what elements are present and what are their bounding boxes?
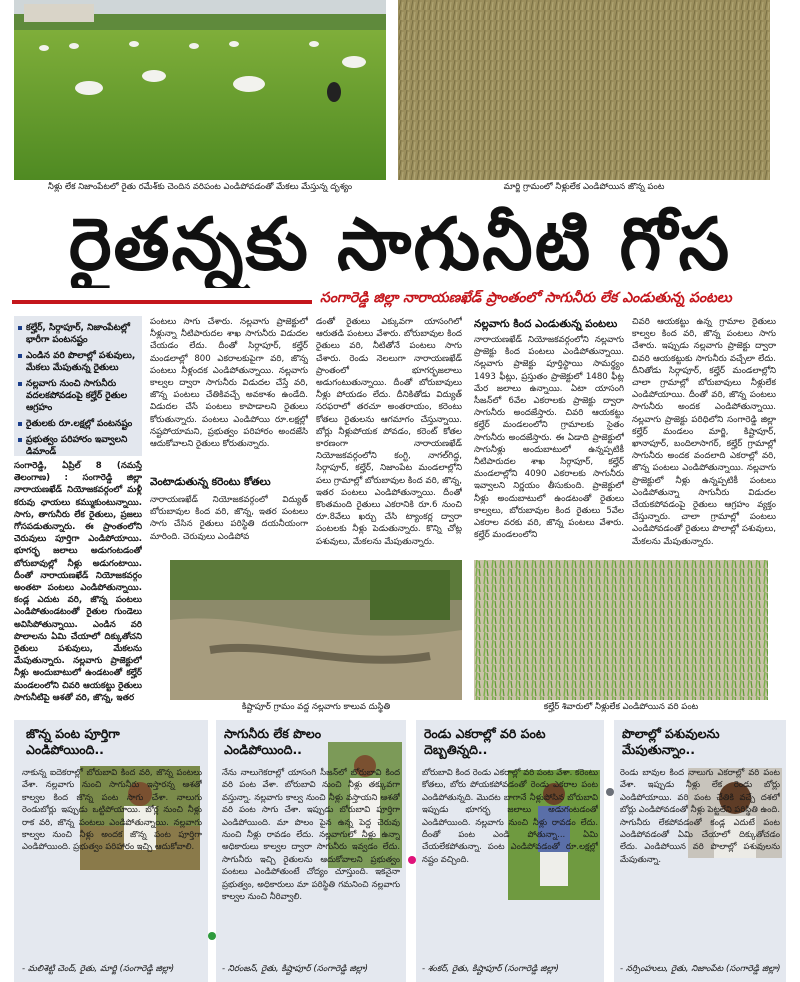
highlight-item: రైతులకు రూ.లక్షల్లో పంటనష్టం: [18, 418, 138, 430]
panel-title: సాగునీరు లేక పొలం ఎండిపోయింది..: [224, 726, 322, 757]
panel-sign: - మలిశెట్టి చెంద్, రైతు, మార్జి (సంగారెడ్డి జిల్లా): [22, 964, 175, 974]
panel-title: పొలాల్లో పశువులను మేపుతున్నాం..: [622, 726, 720, 757]
photo-dry-paddy: [474, 560, 768, 700]
section-heading-power-cuts: వెంటాడుతున్న కరెంటు కోతలు: [150, 476, 271, 488]
photo-canal: [170, 560, 462, 700]
photo-goats-in-paddy: [14, 0, 386, 180]
highlight-item: కల్హేర్, సిర్గాపూర్, నిజాంపేటల్లో భారీగా పంటనష్టం: [18, 322, 138, 346]
panel-sign: - శంకర్, రైతు, కిష్టాపూర్ (సంగారెడ్డి జిల్లా): [422, 964, 559, 974]
goats-field-image: [14, 0, 386, 180]
panel-sign: - నర్సింహులు, రైతు, నిజాంపేట (సంగారెడ్డి జిల్లా): [620, 964, 781, 974]
panel-title: జొన్న పంట పూర్తిగా ఎండిపోయింది..: [26, 726, 120, 757]
dry-paddy-image: [474, 560, 768, 700]
highlights-box: [14, 316, 142, 456]
farmer-quote-panel-4: [614, 720, 786, 982]
subheadline: సంగారెడ్డి జిల్లా నారాయణఖేడ్ ప్రాంతంలో సాగునీరు లేక ఎండుతున్న పంటలు: [320, 290, 732, 306]
panel-text: నేను నాలుగెకరాల్లో యాసంగి సీజన్‌లో బోరుబావి కింద వరి పంట వేశా. బోరుబావి నుంచి నీళ్లు తక్కువగా వస్తున్నా. నల్లవాగు కాల్వ నుంచి నీళ్లు వస్తాయని ఆశతో వరి పంట సాగు చేశా. ఇప్పుడు బోరుబావి పూర్తిగా ఎండిపోయింది. మా పొలం పైన ఉన్న పెద్ద చెరువు నుంచి నీళ్లు రావడం లేదు. నల్లవాగులో నీళ్లు ఉన్నా అధికారులు కాల్వల ద్వారా సాగునీరు ఇవ్వడం లేదు. సాగునీరు ఇచ్చి రైతులను ఆదుకోవాలని ప్రభుత్వం పంటలు ఎండిపోతుంటే చోద్యం చూస్తుంది. ఇకనైనా ప్రభుత్వం, అధికారులు మా పరిస్థితి గమనించి నల్లవాగు కాల్వల నుంచి నీరివ్వాలి.: [222, 767, 400, 902]
photo-dried-jowar: [398, 0, 770, 180]
highlight-item: ఎండిన వరి పొలాల్లో పశువులు, మేకలు మేపుతున్న రైతులు: [18, 350, 138, 374]
panel-text: బోరుబావి కింద రెండు ఎకరాల్లో వరి పంట వేశా. కరెంటు కోతలు, బోరు పోయకపోవడంతో రెండు ఎకరాల పంట ఎండిపోతున్నది. మొదట బాగానే నీళ్లుపోసిన బోరుబావి ఇప్పుడు భూగర్భ జలాలు అడుగంటడంతో ఎండిపోయింది. నల్లవాగు నుంచి నీళ్లు రావడం లేదు. దీంతో పంట ఎండి పోతున్నా... ఏమి చేయలేకపోతున్నా. పంట ఎండిపోవడంతో రూ.లక్షల్లో నష్టం వచ్చింది.: [422, 767, 598, 864]
top-right-caption: మార్జి గ్రామంలో నీళ్లులేక ఎండిపోయిన జొన్న పంట: [503, 182, 665, 192]
farmer-quote-panel-1: [14, 720, 208, 982]
article-col-5: చివరి ఆయకట్టు ఉన్న గ్రామాల రైతులు కాల్వల కింద వరి, జొన్న పంటలు సాగు చేశారు. ఇప్పుడు నల్లవాగు ప్రాజెక్టు ద్వారా చివరి ఆయకట్టుకు సాగునీరు వచ్చేలా లేదు. దీనితోడు సిర్గాపూర్, కల్హేర్ మండలాల్లోని చాలా గ్రామాల్లో బోరుబావులు నీళ్లులేక ఎండిపోయాయి. దీంతో వరి, జొన్న పంటలు సాగునీరు అందక ఎండిపోతున్నాయి. నల్లవాగు ప్రాజెక్టు పరిధిలోని సంగారెడ్డి జిల్లా కల్హేర్ మండలం మార్జి, కిష్టాపూర్, ఖానాపూర్, బందిలాసాగర్, కల్హేర్ గ్రామాల్లో సాగునీరు అందక వందలాది ఎకరాల్లో వరి, జొన్న పంటలు ఎండిపోతున్నాయి. నల్లవాగు ప్రాజెక్టులో నీళ్లు ఉన్నప్పటికీ పంటలు ఎండిపోతున్నా సాగునీరు విడుదల చేయకపోవడంపై రైతులు ఆగ్రహం వ్యక్తం చేస్తున్నారు. చాలా గ్రామాల్లో పంటలు ఎండిపోవడంతో రైతులు పొలాల్లో పశువులు, మేకలను మేపుతున్నారు.: [632, 317, 776, 547]
headline: రైతన్నకు సాగునీటి గోస: [68, 202, 732, 286]
mid-left-caption: కిష్టాపూర్ గ్రామం వద్ద నల్లవాగు కాలువ దుస్థితి: [241, 702, 391, 712]
subhead-rule: [12, 300, 312, 304]
panel-text: రెండు బావుల కింద నాలుగు ఎకరాల్లో వరి పంట వేశా. ఇప్పుడు నీళ్లు లేక రెండు బోర్లు ఎండిపోయాయి. వరి పంట చేతికి వచ్చే దశలో బోర్లు ఎండిపోవడంతో నీళ్లు పెట్టలేని పరిస్థితి ఉంది. సాగునీరు లేకపోవడంతో కండ్ల ఎదుటే పంట ఎండిపోవడంతో ఏమి చేయాలో దిక్కుతోచడం లేదు. ఎండిపోయిన వరి పొలాల్లో పశువులను మేపుతున్నా.: [620, 767, 780, 864]
panel-text: నాకున్న ఐదెకరాల్లో బోరుబావి కింద వరి, జొన్న పంటలు వేశా. నల్లవాగు నుంచి సాగునీరు ఇస్తారన్న ఆశతో కాల్వల కింద జొన్న పంట సాగు చేశా. నాలుగు రెండుబోర్లు ఇప్పుడు ఒట్టిపోయాయి. బోర్ల నుంచి నీళ్లు రాక వరి, జొన్న పంటలు ఎండిపోతున్నాయి. నల్లవాగు కాల్వల నుంచి నీళ్లు అందక జొన్న పంట పూర్తిగా ఎండిపోయింది. ప్రభుత్వం పరిహారం ఇచ్చి ఆదుకోవాలి.: [22, 767, 202, 852]
bullet-dot-pink: [408, 856, 416, 864]
top-left-caption: నీళ్లు లేక నిజాంపేటలో రైతు రమేశ్‌కు చెందిన వరిపంట ఎండిపోవడంతో మేకలు మేస్తున్న దృశ్యం: [47, 182, 353, 192]
farmer-quote-panel-2: [216, 720, 406, 982]
panel-title: రెండు ఎకరాల్లో వరి పంట దెబ్బతిన్నది..: [424, 726, 546, 757]
highlight-item: ప్రభుత్వం పరిహారం ఇవ్వాలని డిమాండ్: [18, 434, 138, 458]
article-col-4: నారాయణఖేడ్ నియోజకవర్గంలోని నల్లవాగు ప్రాజెక్టు కింద పంటలు ఎండిపోతున్నాయి. నల్లవాగు ప్రాజెక్టు పూర్తిస్థాయి సామర్థ్యం 1493 ఫీట్లు, ప్రస్తుతం ప్రాజెక్టులో 1480 ఫీట్ల మేర జలాలు ఉన్నాయి. ఏటా యాసంగి సీజన్‌లో 6వేల ఎకరాలకు ప్రాజెక్టు ద్వారా సాగునీరు అందజేస్తారు. చివరి ఆయకట్టు కల్హేర్ మండలంలోని గ్రామాలకు సైతం సాగునీరు అందజేస్తారు. ఈ ఏడాది ప్రాజెక్టులో సాగునీళ్లు అందుబాటులో ఉన్నప్పటికీ నీటిపారుదల శాఖ సిర్గాపూర్, కల్హేర్ మండలాల్లోని 4090 ఎకరాలకు సాగునీరు ఇవ్వాలని నిర్ణయం తీసుకుంది. ప్రాజెక్టులో నీళ్లు అందుబాటులో ఉండటంతో రైతులు కాల్వలు, బోరుబావుల కింద రైతులు 5వేల ఎకరాల వరకు వరి, జొన్న పంటలు వేశారు. కల్హేర్ మండలంలోని: [474, 335, 624, 541]
farmer-quote-panel-3: [416, 720, 604, 982]
highlight-item: నల్లవాగు నుంచి సాగునీరు వదలకపోవడంపై కల్హేర్ రైతుల ఆగ్రహం: [18, 378, 138, 414]
mid-right-caption: కల్హేర్ శివారులో నీళ్లులేక ఎండిపోయిన వరి పంట: [543, 702, 699, 712]
bullet-dot-green: [208, 932, 216, 940]
article-col-2-bottom: నారాయణఖేడ్ నియోజకవర్గంలో విద్యుత్ బోరుబావుల కింద వరి, జొన్న, ఇతర పంటలు సాగు చేసిన రైతులు పరిస్థితి దయనీయంగా మారింది. చెరువులు ఎండిపోవ: [150, 495, 308, 542]
panel-sign: - నిరంజన్, రైతు, కిష్టాపూర్ (సంగారెడ్డి జిల్లా): [222, 964, 368, 974]
bullet-dot-gray: [606, 788, 614, 796]
article-col-1: సంగారెడ్డి, ఏప్రిల్ 8 (నమస్తే తెలంగాణ) : సంగారెడ్డి జిల్లా నారాయణఖేడ్ నియోజకవర్గంలో మళ్లీ కరువు ఛాయలు కమ్ముకుంటున్నాయి. సాగు, తాగునీరు లేక రైతులు, ప్రజలు గోసపడుతున్నారు. ఈ ప్రాంతంలోని చెరువులు పూర్తిగా ఎండిపోయాయి. భూగర్భ జలాలు అడుగంటడంతో బోరుబావుల్లో నీళ్లు అడుగంటాయి. దీంతో నారాయణఖేడ్ నియోజకవర్గం అంతటా పంటలు ఎండిపోతున్నాయి. కండ్ల ఎదుట వరి, జొన్న పంటలు ఎండిపోతుండటంతో రైతుల గుండెలు అవిసిపోతున్నాయి. ఎండిన వరి పొలాలను ఏమి చేయాలో దిక్కుతోచని రైతులు పశువులు, మేకలను మేపుతున్నారు. నల్లవాగు ప్రాజెక్టులో నీళ్లు అందుబాటులో ఉండటంతో కల్హేర్ మండలంలోని చివరి ఆయకట్టు రైతులు సాగునీటిపై ఆశతో వరి, జొన్న, ఇతర: [14, 461, 142, 703]
section-heading-nallavagu: నల్లవాగు కింద ఎండుతున్న పంటలు: [474, 318, 618, 330]
article-col-2-top: పంటలు సాగు చేశారు. నల్లవాగు ప్రాజెక్టులో నీళ్లున్నా నీటిపారుదల శాఖ సాగునీరు విడుదల చేయడం లేదు. దీంతో సిర్గాపూర్, కల్హేర్ మండలాల్లో 800 ఎకరాలకుపైగా వరి, జొన్న పంటలు నీళ్లందక ఎండిపోతున్నాయి. నల్లవాగు కాల్వల ద్వారా సాగునీరు విడుదల చేస్తే వరి, జొన్న పంటలు చేతికివచ్చే అవకాశం ఉండేది. విడుదల చేసే పంటలు కాపాడాలని రైతులు కోరుతున్నారు. పంటలు ఎండిపోయి రూ.లక్షల్లో నష్టపోయామని, ప్రభుత్వం పరిహారం అందజేసి ఆదుకోవాలని రైతులు కోరుతున్నారు.: [150, 317, 308, 450]
article-col-3: డంతో రైతులు ఎక్కువగా యాసంగిలో ఆరుతడి పంటలు వేశారు. బోరుబావుల కింద రైతులు వరి, నీటితోనే పంటలు సాగు చేశారు. రెండు నెలలుగా నారాయణఖేడ్ ప్రాంతంలో భూగర్భజలాలు అడుగంటుతున్నాయి. దీంతో బోరుబావులు నీళ్లు పోయడం లేదు. దీనికితోడు విద్యుత్ సరఫరాలో తరచూ అంతరాయం, కరెంటు కోతలు రైతులను ఆగమాగం చేస్తున్నాయి. బోర్లు నీళ్లుపోయక పోవడం, కరెంట్ కోతల కారణంగా నారాయణఖేడ్ నియోజకవర్గంలోని కంగ్టి, నాగల్‌గిద్ద, సిర్గాపూర్, కల్హేర్, నిజాంపేట మండలాల్లోని పలు గ్రామాల్లో బోరుబావుల కింద వరి, జొన్న, ఇతర పంటలు ఎండిపోతున్నాయి. దీంతో కొంతమంది రైతులు ఎకరానికి రూ.6 నుంచి రూ.8వేలు ఖర్చు చేసి ట్యాంకర్ల ద్వారా పంటలకు నీళ్లు పెడుతున్నారు. కొన్ని చోట్ల పశువులు, మేకలను మేపుతున్నారు.: [316, 317, 462, 547]
canal-image: [170, 560, 462, 700]
dried-jowar-image: [398, 0, 770, 180]
